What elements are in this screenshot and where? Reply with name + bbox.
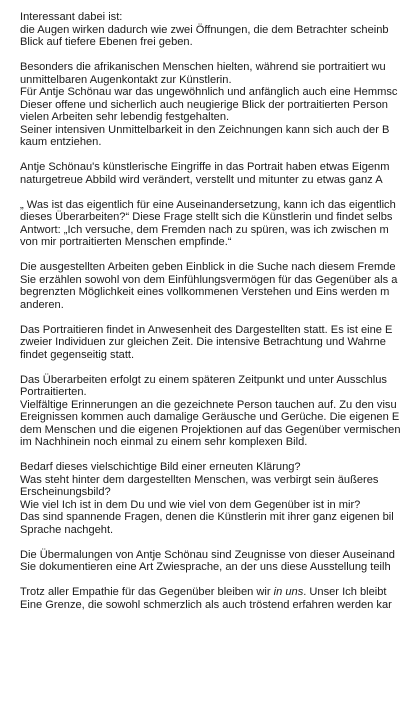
text-line: Erscheinungsbild? — [20, 486, 111, 498]
text-line: die Augen wirken dadurch wie zwei Öffnungen, die dem Betrachter scheinb — [20, 23, 389, 36]
text-line: Wie viel Ich ist in dem Du und wie viel von dem Gegenüber ist in mir? — [20, 498, 361, 511]
text-line: naturgetreue Abbild wird verändert, verstellt und mitunter zu etwas ganz A — [20, 173, 383, 186]
text-line: Blick auf tiefere Ebenen frei geben. — [20, 36, 193, 48]
text-line: im Nachhinein noch einmal zu einem sehr komplexen Bild. — [20, 436, 308, 448]
text-line: unmittelbaren Augenkontakt zur Künstlerin. — [20, 73, 232, 86]
text-line: Antje Schönau's künstlerische Eingriffe in das Portrait haben etwas Eigenm — [20, 161, 390, 173]
text-line: dieses Überarbeiten?“ Diese Frage stellt sich die Künstlerin und findet selbs — [20, 211, 393, 223]
text-line: Ereignissen kommen auch damalige Geräusche und Gerüche. Die eigenen E — [20, 411, 400, 423]
paragraph-closing — [20, 586, 403, 611]
text-line — [20, 586, 403, 599]
text-line: Sie dokumentieren eine Art Zwiesprache, an der uns diese Ausstellung teilh — [20, 561, 391, 573]
text-line: Portraitierten. — [20, 386, 87, 398]
text-line: Antwort: „Ich versuche, dem Fremden nach zu spüren, was ich zwischen m — [20, 223, 389, 236]
closing-text-end: . Unser Ich bleibt — [303, 586, 387, 598]
document-body — [20, 11, 403, 624]
text-line: Das sind spannende Fragen, denen die Künstlerin mit ihrer ganz eigenen bil — [20, 511, 394, 523]
paragraph-presence — [20, 324, 403, 362]
text-line: „ Was ist das eigentlich für eine Auseinandersetzung, kann ich das eigentlich — [20, 198, 396, 211]
text-line: Seiner intensiven Unmittelbarkeit in den Zeichnungen kann sich auch der B — [20, 123, 390, 136]
paragraph-insight — [20, 261, 403, 311]
text-line: kaum entziehen. — [20, 136, 102, 148]
paragraph-intro — [20, 11, 403, 49]
text-line: Für Antje Schönau war das ungewöhnlich und anfänglich auch eine Hemmsc — [20, 86, 398, 98]
closing-emphasis: in uns — [273, 586, 304, 598]
paragraph-african-people — [20, 61, 403, 149]
paragraph-question — [20, 199, 403, 249]
paragraph-testimony — [20, 549, 403, 574]
text-line: Die ausgestellten Arbeiten geben Einblick in die Suche nach diesem Fremde — [20, 261, 396, 273]
text-line: Besonders die afrikanischen Menschen hielten, während sie portraitiert wu — [20, 61, 386, 73]
paragraph-interventions — [20, 161, 403, 186]
paragraph-clarification — [20, 461, 403, 536]
text-line: Sie erzählen sowohl von dem Einfühlungsvermögen für das Gegenüber als a — [20, 273, 398, 286]
text-line: dem Menschen und die eigenen Projektionen auf das Gegenüber vermischen — [20, 423, 401, 436]
closing-text-start: Trotz aller Empathie für das Gegenüber bleiben wir — [20, 586, 274, 598]
text-line: vielen Arbeiten sehr lebendig festgehalten. — [20, 111, 230, 123]
text-line: Die Übermalungen von Antje Schönau sind Zeugnisse von dieser Auseinand — [20, 548, 395, 561]
text-line: begrenzten Möglichkeit eines vollkommenen Verstehen und Eins werden m — [20, 286, 390, 298]
text-line: Was steht hinter dem dargestellten Menschen, was verbirgt sein äußeres — [20, 473, 379, 486]
text-line: Eine Grenze, die sowohl schmerzlich als auch tröstend erfahren werden kar — [20, 598, 392, 611]
text-line: anderen. — [20, 298, 64, 311]
text-line: Vielfältige Erinnerungen an die gezeichnete Person tauchen auf. Zu den visu — [20, 398, 397, 411]
text-line: Bedarf dieses vielschichtige Bild einer erneuten Klärung? — [20, 461, 301, 473]
text-line: von mir portraitierten Menschen empfinde.“ — [20, 236, 232, 248]
text-line: findet gegenseitig statt. — [20, 348, 135, 361]
paragraph-overwork — [20, 374, 403, 449]
text-line: Das Überarbeiten erfolgt zu einem späteren Zeitpunkt und unter Ausschlus — [20, 373, 387, 386]
text-line: Das Portraitieren findet in Anwesenheit des Dargestellten statt. Es ist eine E — [20, 323, 393, 336]
text-line: Sprache nachgeht. — [20, 523, 114, 536]
text-line: zweier Individuen zur gleichen Zeit. Die intensive Betrachtung und Wahrne — [20, 336, 386, 348]
text-line: Dieser offene und sicherlich auch neugierige Blick der portraitierten Person — [20, 98, 388, 111]
text-line: Interessant dabei ist: — [20, 11, 123, 23]
